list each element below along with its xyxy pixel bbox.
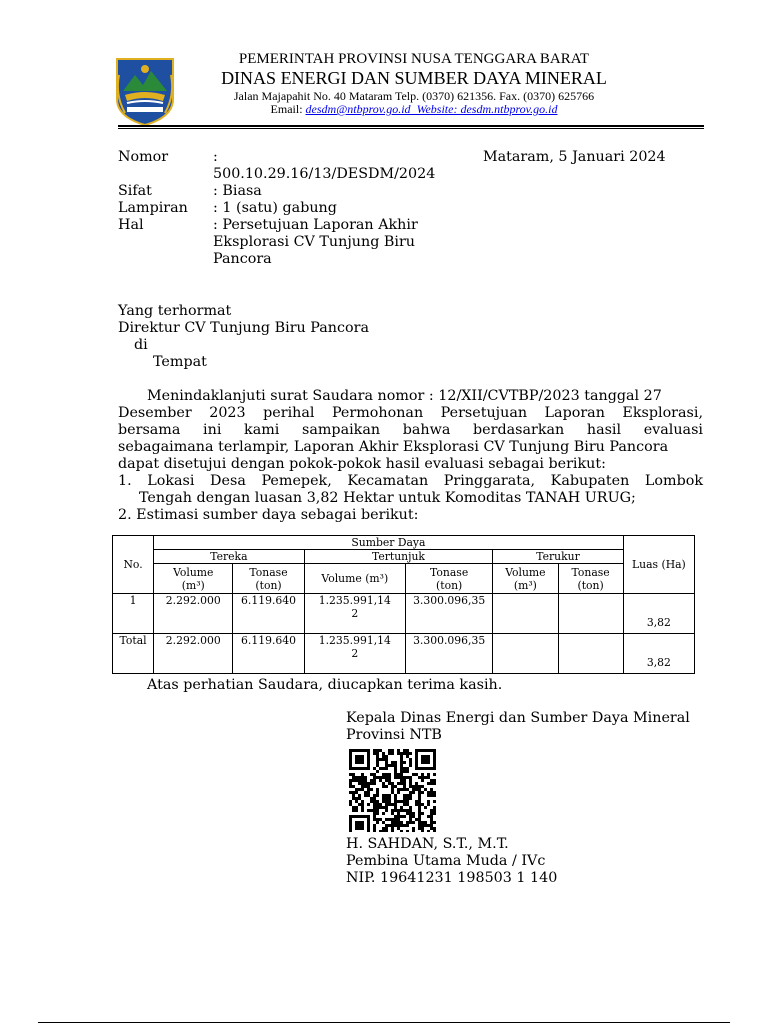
header-government-line: PEMERINTAH PROVINSI NUSA TENGGARA BARAT [238, 51, 590, 67]
table-row: Total 2.292.000 6.119.640 1.235.991,14 2 3.300.096,35 3,82 [113, 634, 695, 674]
th-terukur-volume: Volume (m³) [493, 564, 558, 594]
th-tereka: Tereka [154, 550, 305, 564]
hal-label: Hal [118, 217, 144, 233]
header-agency-name: DINAS ENERGI DAN SUMBER DAYA MINERAL [221, 68, 607, 88]
th-tereka-volume: Volume (m³) [154, 564, 233, 594]
email-label: Email: [270, 102, 306, 116]
signatory-province: Provinsi NTB [346, 727, 442, 743]
letter-date: Mataram, 5 Januari 2024 [483, 149, 666, 165]
list-item-1-line1: 1. Lokasi Desa Pemepek, Kecamatan Pringgarata, Kabupaten Lombok [118, 473, 703, 489]
closing-sentence: Atas perhatian Saudara, diucapkan terima kasih. [147, 677, 503, 693]
nomor-value: 500.10.29.16/13/DESDM/2024 [213, 166, 436, 182]
lampiran-label: Lampiran [118, 200, 188, 216]
body-line-5: dapat disetujui dengan pokok-pokok hasil evaluasi sebagai berikut: [118, 456, 606, 472]
lampiran-value: : 1 (satu) gabung [213, 200, 337, 216]
hal-value-line1: : Persetujuan Laporan Akhir [213, 217, 418, 233]
recipient-name: Direktur CV Tunjung Biru Pancora [118, 320, 369, 336]
signatory-title: Kepala Dinas Energi dan Sumber Daya Mineral [346, 710, 690, 726]
hal-value-line2: Eksplorasi CV Tunjung Biru [213, 234, 416, 250]
website-link[interactable]: desdm.ntbprov.go.id [460, 102, 558, 116]
body-line-1: Menindaklanjuti surat Saudara nomor : 12/XII/CVTBP/2023 tanggal 27 [147, 388, 662, 404]
recipient-di: di [134, 337, 148, 353]
page-bottom-border [38, 1022, 730, 1023]
th-tertunjuk: Tertunjuk [304, 550, 493, 564]
th-luas: Luas (Ha) [623, 536, 694, 594]
th-terukur: Terukur [493, 550, 623, 564]
th-terukur-tonase: Tonase (ton) [558, 564, 623, 594]
body-line-3: bersama ini kami sampaikan bahwa berdasarkan hasil evaluasi [118, 422, 703, 438]
list-item-2: 2. Estimasi sumber daya sebagai berikut: [118, 507, 419, 523]
body-line-4: sebagaimana terlampir, Laporan Akhir Eksplorasi CV Tunjung Biru Pancora [118, 439, 669, 455]
signatory-name: H. SAHDAN, S.T., M.T. [346, 836, 509, 852]
list-item-1-line2: Tengah dengan luasan 3,82 Hektar untuk Komoditas TANAH URUG; [139, 490, 636, 506]
th-tertunjuk-tonase: Tonase (ton) [405, 564, 492, 594]
hal-value-line3: Pancora [213, 251, 272, 267]
sifat-label: Sifat [118, 183, 152, 199]
table-row: 1 2.292.000 6.119.640 1.235.991,14 2 3.300.096,35 3,82 [113, 594, 695, 634]
th-sumber-daya: Sumber Daya [154, 536, 624, 550]
nomor-label: Nomor [118, 149, 169, 165]
recipient-salutation: Yang terhormat [118, 303, 232, 319]
resource-estimate-table [112, 535, 695, 674]
header-divider-thin [118, 128, 704, 129]
signatory-nip: NIP. 19641231 198503 1 140 [346, 870, 558, 886]
website-label: Website: [410, 102, 461, 116]
nomor-colon: : [213, 149, 218, 165]
th-tereka-tonase: Tonase (ton) [233, 564, 304, 594]
signatory-rank: Pembina Utama Muda / IVc [346, 853, 546, 869]
body-line-2: Desember 2023 perihal Permohonan Persetujuan Laporan Eksplorasi, [118, 405, 703, 421]
signature-qr-code [348, 748, 436, 832]
header-divider-thick [118, 125, 704, 127]
th-tertunjuk-volume: Volume (m³) [304, 564, 405, 594]
sifat-value: : Biasa [213, 183, 262, 199]
recipient-place: Tempat [153, 354, 207, 370]
email-link[interactable]: desdm@ntbprov.go.id [305, 102, 411, 116]
header-contact [0, 102, 768, 117]
th-no: No. [113, 536, 154, 594]
header-address: Jalan Majapahit No. 40 Mataram Telp. (0370) 621356. Fax. (0370) 625766 [233, 89, 595, 103]
